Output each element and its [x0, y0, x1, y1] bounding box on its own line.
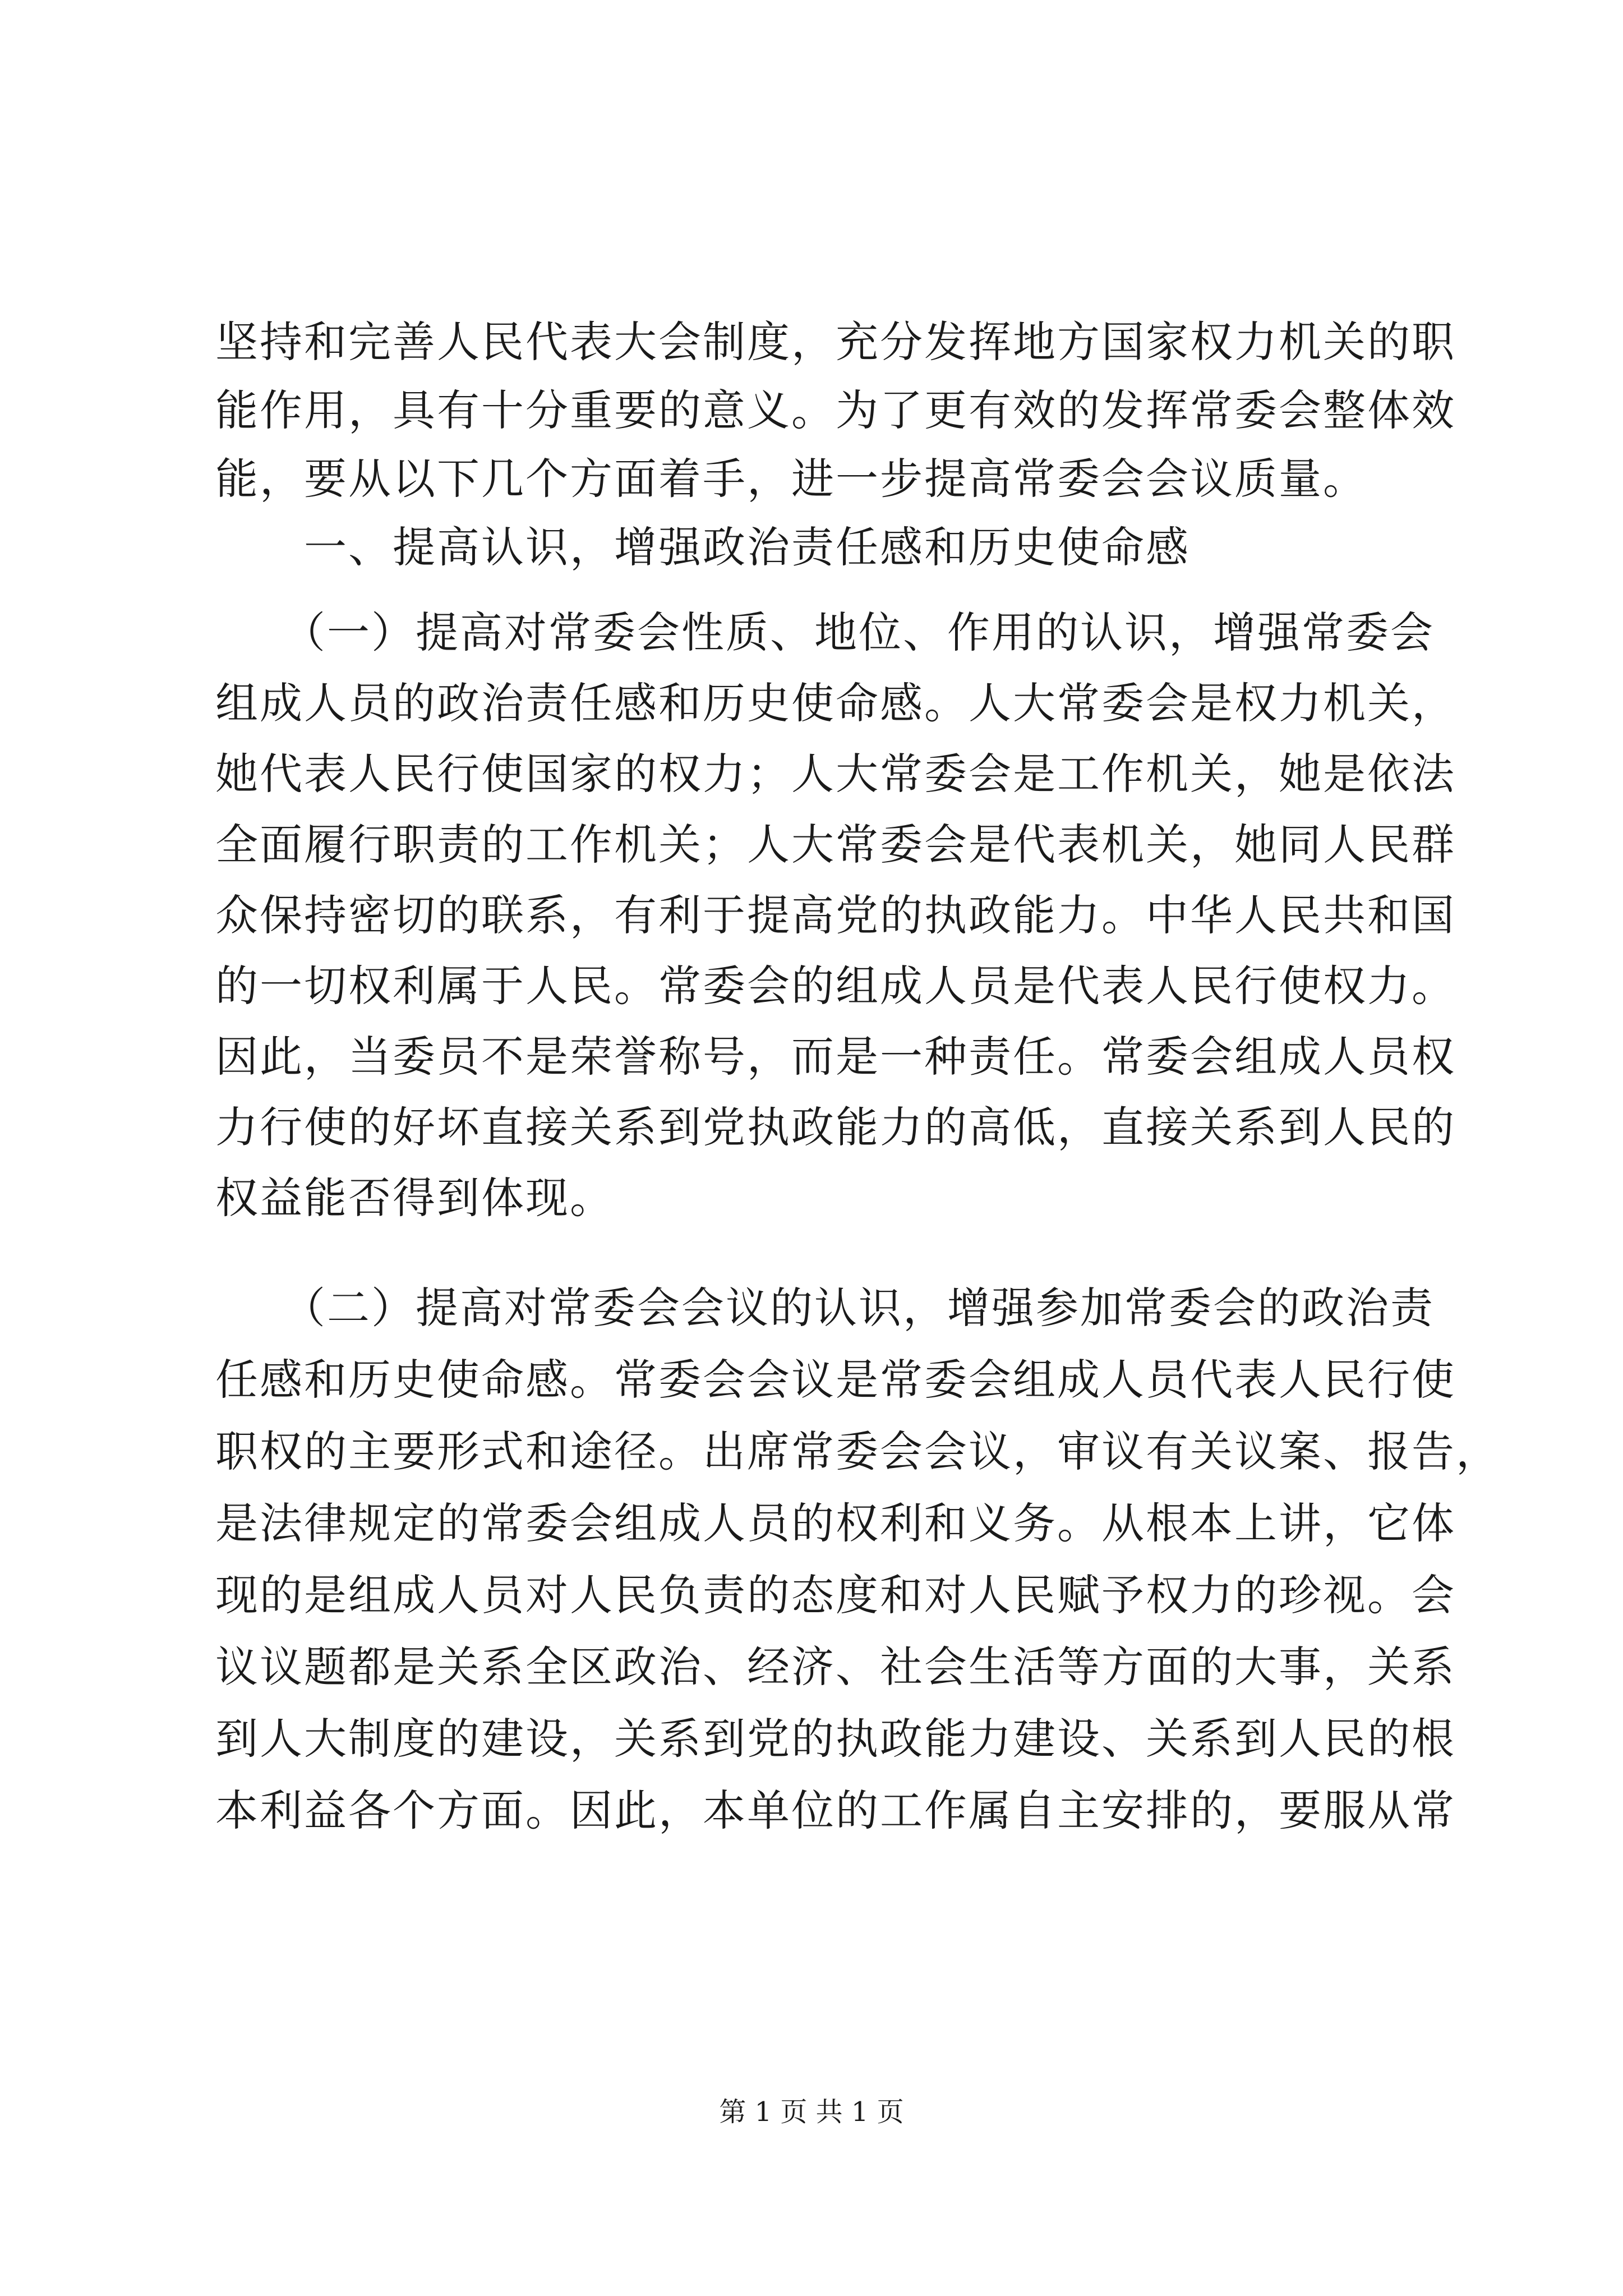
body-line: 组成人员的政治责任感和历史使命感。人大常委会是权力机关，: [215, 678, 1456, 728]
body-line: 她代表人民行使国家的权力；人大常委会是工作机关，她是依法: [215, 749, 1456, 799]
body-line: 权益能否得到体现。: [215, 1173, 614, 1223]
body-line: 能作用，具有十分重要的意义。为了更有效的发挥常委会整体效: [215, 385, 1456, 435]
body-line: 本利益各个方面。因此，本单位的工作属自主安排的，要服从常: [215, 1786, 1456, 1835]
body-line: 力行使的好坏直接关系到党执政能力的高低，直接关系到人民的: [215, 1102, 1456, 1152]
body-line: （二）提高对常委会会议的认识，增强参加常委会的政治责: [215, 1283, 1435, 1333]
body-line: 到人大制度的建设，关系到党的执政能力建设、关系到人民的根: [215, 1714, 1456, 1764]
body-line: 全面履行职责的工作机关；人大常委会是代表机关，她同人民群: [215, 820, 1456, 869]
page-number-footer: 第 1 页 共 1 页: [719, 2096, 904, 2128]
body-line: 坚持和完善人民代表大会制度，充分发挥地方国家权力机关的职: [215, 317, 1456, 367]
body-line: 职权的主要形式和途径。出席常委会会议，审议有关议案、报告，: [215, 1427, 1500, 1476]
body-line: 的一切权利属于人民。常委会的组成人员是代表人民行使权力。: [215, 961, 1456, 1011]
body-line: 是法律规定的常委会组成人员的权利和义务。从根本上讲，它体: [215, 1498, 1456, 1548]
body-line: 现的是组成人员对人民负责的态度和对人民赋予权力的珍视。会: [215, 1570, 1456, 1620]
body-line: 众保持密切的联系，有利于提高党的执政能力。中华人民共和国: [215, 890, 1456, 940]
body-line: 任感和历史使命感。常委会会议是常委会组成人员代表人民行使: [215, 1355, 1456, 1405]
body-line: 能，要从以下几个方面着手，进一步提高常委会会议质量。: [215, 454, 1367, 504]
body-line: 因此，当委员不是荣誉称号，而是一种责任。常委会组成人员权: [215, 1032, 1456, 1082]
body-line: 议议题都是关系全区政治、经济、社会生活等方面的大事，关系: [215, 1642, 1456, 1692]
section-heading: 一、提高认识，增强政治责任感和历史使命感: [215, 522, 1190, 572]
body-line: （一）提高对常委会性质、地位、作用的认识，增强常委会: [215, 608, 1435, 657]
